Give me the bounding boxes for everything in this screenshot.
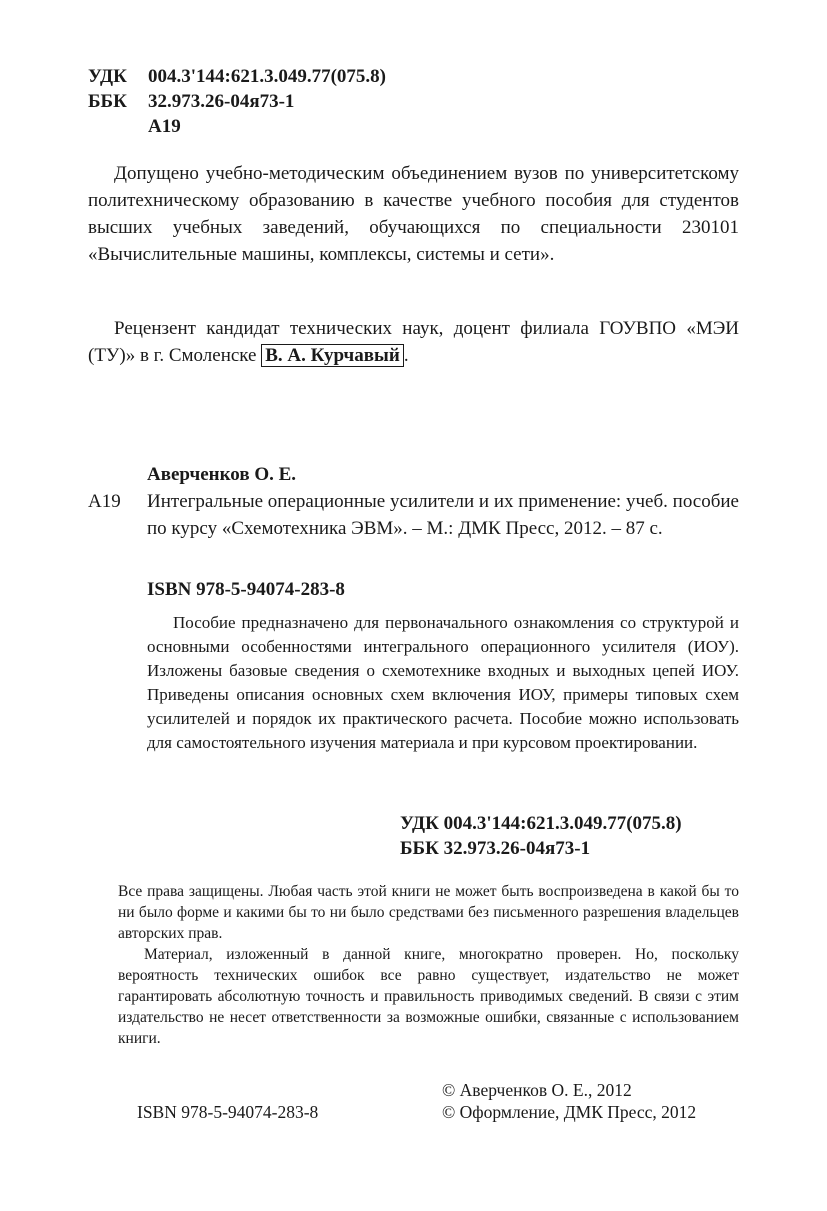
copyright-design: © Оформление, ДМК Пресс, 2012 [442, 1102, 697, 1122]
udk-bottom: УДК 004.3'144:621.3.049.77(075.8) [400, 813, 682, 834]
rights-paragraph-2: Материал, изложенный в данной книге, многократно проверен. Но, поскольку вероятность технических ошибок все равно существует, издательство не может гарантировать абсолютную точность и правильность приводимых сведений. В связи с этим издательство не несет ответственности за возможные ошибки, связанные с использованием книги. [118, 946, 739, 1047]
footer-isbn: ISBN 978-5-94074-283-8 [137, 1102, 319, 1122]
bbk-label: ББК [88, 91, 127, 112]
bib-author: Аверченков О. Е. [147, 464, 297, 485]
bib-description: Интегральные операционные усилители и их применение: учеб. пособие по курсу «Схемотехника ЭВМ». – М.: ДМК Пресс, 2012. – 87 с. [147, 491, 739, 539]
reviewer-name: В. А. Курчавый [261, 344, 404, 367]
udk-top [88, 65, 386, 89]
annotation-paragraph: Пособие предназначено для первоначального ознакомления со структурой и основными особенностями интегрального операционного усилителя (ИОУ). Изложены базовые сведения о схемотехнике входных и выходных цепей ИОУ. Приведены описания основных схем включения ИОУ, примеры типовых схем усилителей и порядок их практического расчета. Пособие можно использовать для самостоятельного изучения материала и при курсовом проектировании. [147, 613, 739, 752]
reviewer-prefix: Рецензент кандидат технических наук, доцент филиала ГОУВПО «МЭИ (ТУ)» в г. Смоленске [88, 318, 739, 366]
reviewer-paragraph [88, 315, 739, 369]
udk-value: 004.3'144:621.3.049.77(075.8) [148, 66, 387, 87]
bib-code: А19 [88, 491, 121, 512]
copyright-author: © Аверченков О. Е., 2012 [442, 1080, 632, 1100]
approval-paragraph: Допущено учебно-методическим объединением вузов по университетскому политехническому образованию в качестве учебного пособия для студентов высших учебных заведений, обучающихся по специальности 230101 «Вычислительные машины, комплексы, системы и сети». [88, 163, 739, 265]
rights-block [118, 881, 739, 1049]
bbk-bottom: ББК 32.973.26-04я73-1 [400, 838, 591, 859]
rights-paragraph-1: Все права защищены. Любая часть этой книги не может быть воспроизведена в какой бы то ни было форме и какими бы то ни было средствами без письменного разрешения владельцев авторских прав. [118, 883, 739, 942]
bib-isbn: ISBN 978-5-94074-283-8 [147, 579, 345, 600]
udk-label: УДК [88, 66, 127, 87]
reviewer-suffix: . [403, 345, 409, 366]
author-code-top [88, 115, 181, 139]
bbk-top [88, 90, 294, 114]
author-code-value: А19 [148, 116, 181, 137]
bbk-value: 32.973.26-04я73-1 [148, 91, 295, 112]
